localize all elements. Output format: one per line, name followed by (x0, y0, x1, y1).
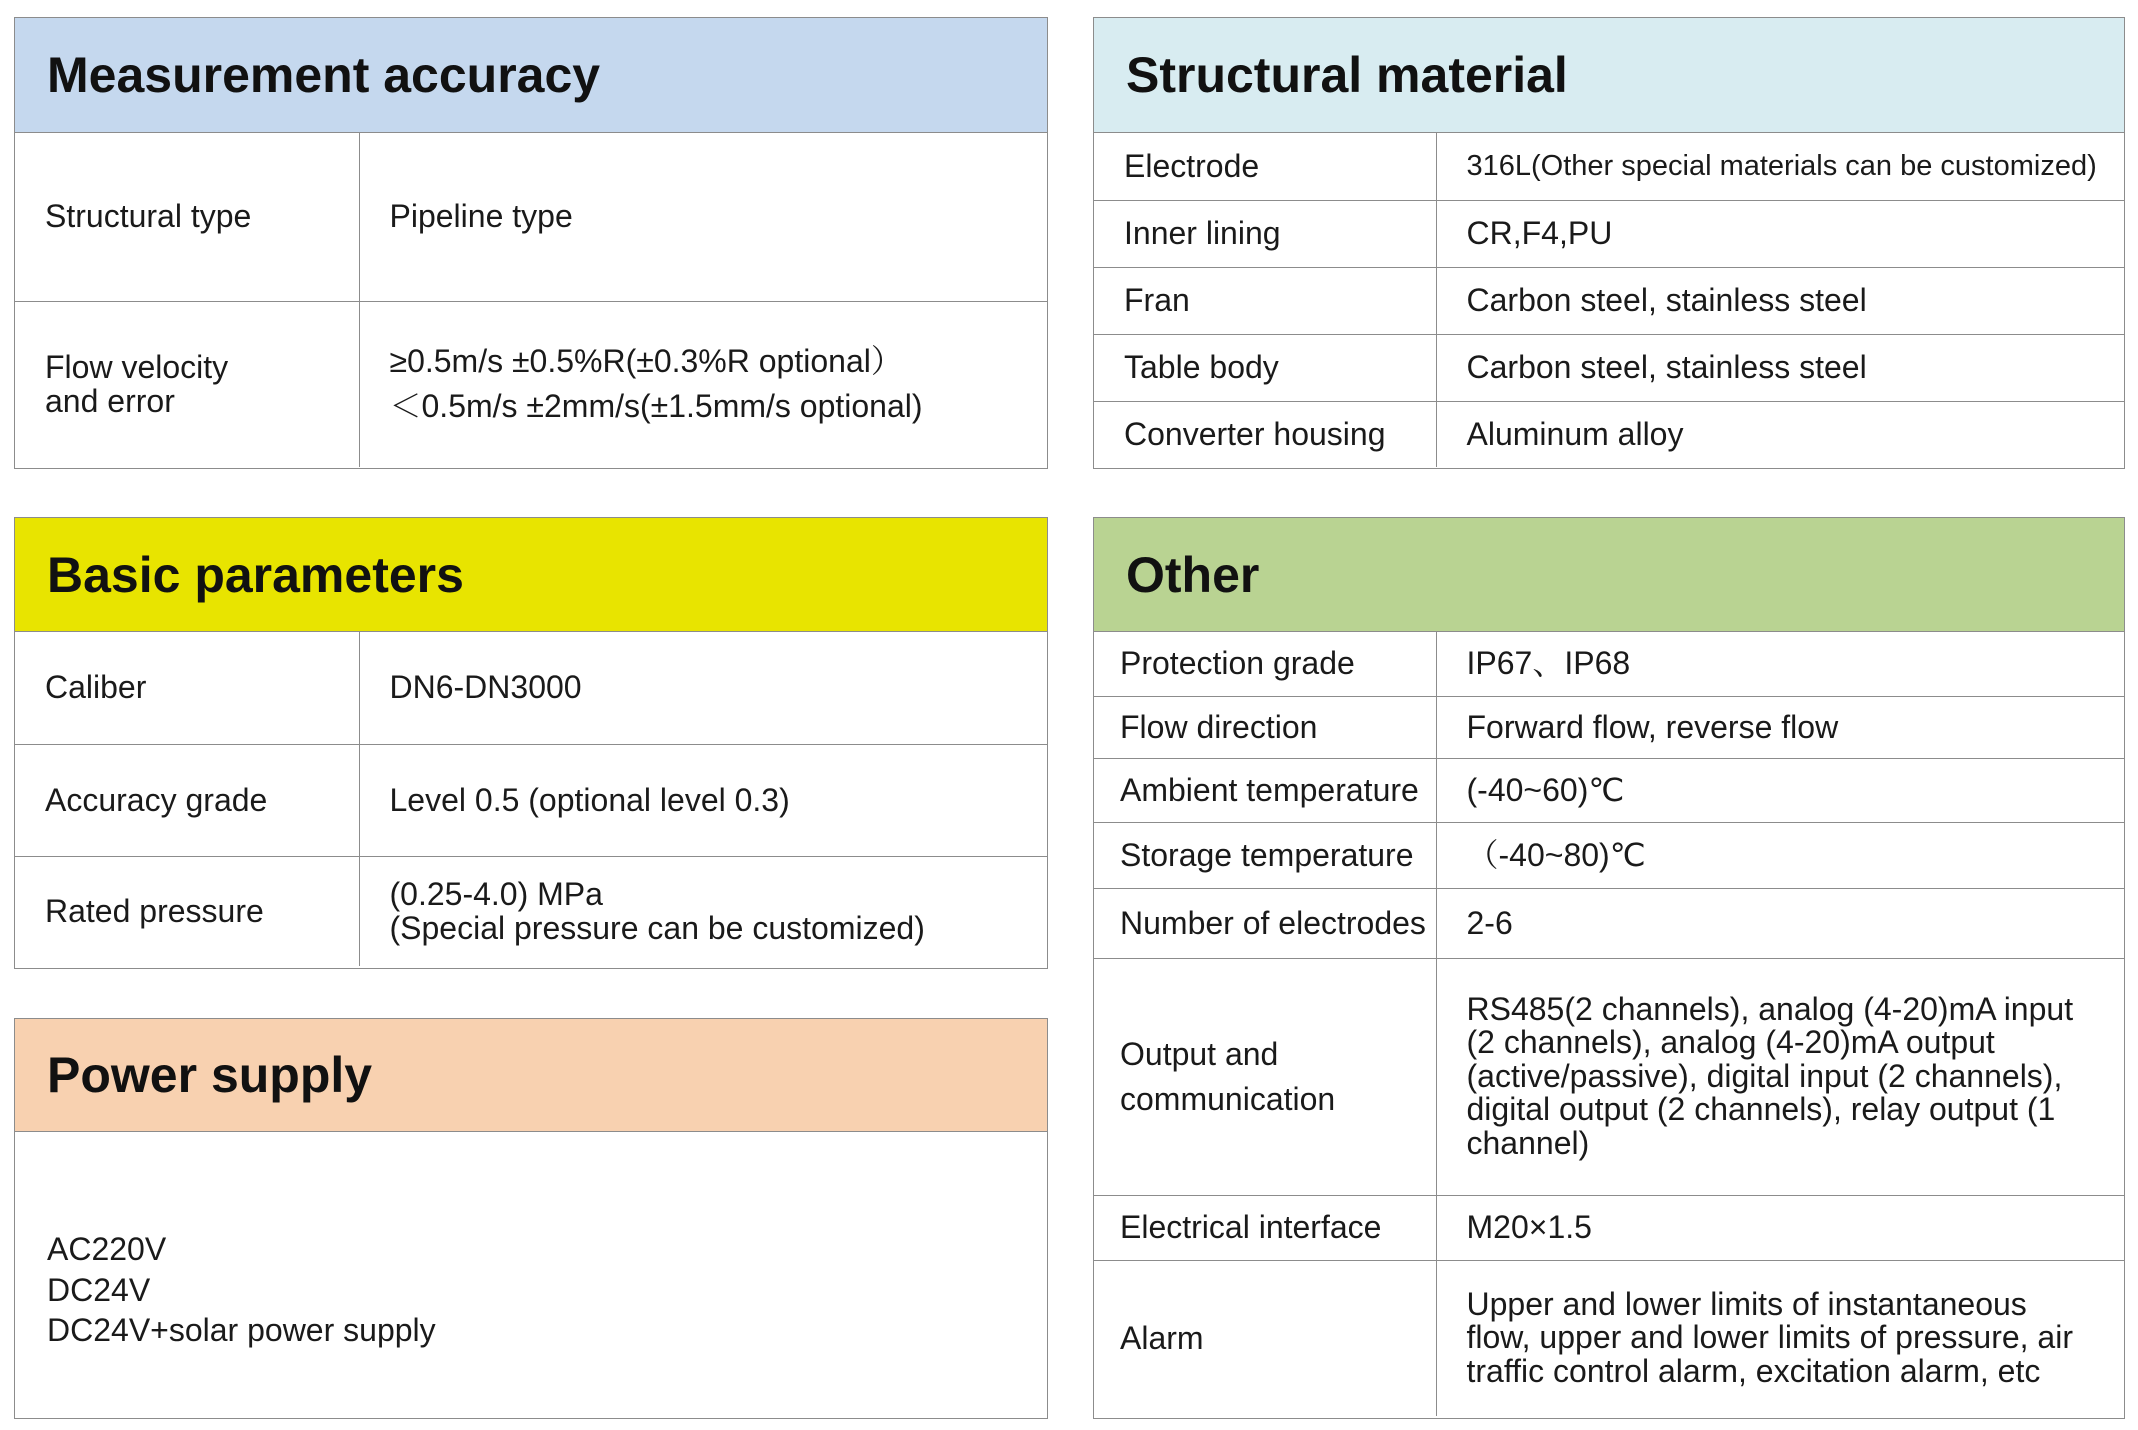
row-value (1436, 1260, 2124, 1416)
other-header (1094, 518, 2124, 632)
row-value (359, 133, 1047, 301)
value-line: 2-6 (1466, 904, 1513, 941)
section-title: Power supply (47, 1047, 373, 1103)
row-key: Flow direction (1094, 696, 1436, 758)
structural-material-header (1094, 18, 2124, 133)
table-row (1094, 758, 2124, 822)
power-supply-header (15, 1019, 1047, 1132)
row-value: Carbon steel, stainless steel (1436, 334, 2124, 401)
value-line: (-40~60)℃ (1466, 771, 1625, 808)
value-line: Upper and lower limits of instantaneous (1466, 1285, 2027, 1322)
value-line: flow, upper and lower limits of pressure, air (1466, 1319, 2073, 1356)
value-line: (active/passive), digital input (2 channels), (1466, 1057, 2063, 1094)
value-line: （-40~80)℃ (1466, 836, 1646, 873)
row-value (1436, 758, 2124, 822)
row-value (1436, 822, 2124, 888)
table-row (15, 744, 1047, 856)
table-row (1094, 401, 2124, 467)
measurement-table (15, 133, 1047, 467)
value-line: ≥0.5m/s ±0.5%R(±0.3%R optional） (389, 343, 903, 380)
value-line: Forward flow, reverse flow (1466, 708, 1839, 745)
row-value (359, 632, 1047, 744)
table-row (1094, 334, 2124, 401)
row-key: Alarm (1094, 1260, 1436, 1416)
row-key (1094, 958, 1436, 1195)
power-supply-panel (14, 1018, 1048, 1419)
row-key: Protection grade (1094, 632, 1436, 696)
table-row (1094, 958, 2124, 1195)
value-line: Pipeline type (389, 198, 573, 235)
row-value (359, 856, 1047, 966)
value-line: RS485(2 channels), analog (4-20)mA input (1466, 990, 2074, 1027)
row-key: Electrical interface (1094, 1195, 1436, 1260)
value-line: channel) (1466, 1124, 1590, 1161)
row-key: Converter housing (1094, 401, 1436, 467)
value-line: Level 0.5 (optional level 0.3) (389, 781, 790, 818)
value-line: IP67、IP68 (1466, 645, 1631, 682)
table-row (1094, 133, 2124, 200)
table-row (15, 301, 1047, 467)
row-value: CR,F4,PU (1436, 200, 2124, 267)
power-line: DC24V+solar power supply (47, 1312, 436, 1349)
row-key (15, 301, 359, 467)
structural-material-panel (1093, 17, 2125, 469)
row-key: Fran (1094, 267, 1436, 334)
basic-parameters-panel (14, 517, 1048, 969)
row-value: 316L(Other special materials can be customized) (1466, 149, 2097, 182)
table-row (1094, 267, 2124, 334)
row-key: Inner lining (1094, 200, 1436, 267)
section-title: Structural material (1126, 47, 1568, 103)
table-row (15, 133, 1047, 301)
value-line: (2 channels), analog (4-20)mA output (1466, 1024, 1995, 1061)
row-value: Aluminum alloy (1436, 401, 2124, 467)
row-key: Rated pressure (15, 856, 359, 966)
row-value (359, 744, 1047, 856)
section-title: Measurement accuracy (47, 47, 601, 103)
row-value (1436, 888, 2124, 958)
value-line: (Special pressure can be customized) (389, 910, 925, 947)
measurement-accuracy-header (15, 18, 1047, 133)
row-value (1436, 696, 2124, 758)
value-line: ＜0.5m/s ±2mm/s(±1.5mm/s optional) (389, 388, 923, 425)
key-line: and error (45, 383, 175, 420)
row-key: Electrode (1094, 133, 1436, 200)
table-row (1094, 822, 2124, 888)
row-value: Carbon steel, stainless steel (1436, 267, 2124, 334)
structural-material-table (1094, 133, 2124, 467)
key-line: Flow velocity (45, 348, 229, 385)
row-key: Number of electrodes (1094, 888, 1436, 958)
value-line: digital output (2 channels), relay output (1 (1466, 1091, 2056, 1128)
other-panel (1093, 517, 2125, 1419)
value-line: (0.25-4.0) MPa (389, 875, 603, 912)
value-line: DN6-DN3000 (389, 669, 582, 706)
row-key: Accuracy grade (15, 744, 359, 856)
table-row (1094, 888, 2124, 958)
row-key: Structural type (15, 133, 359, 301)
other-table (1094, 632, 2124, 1416)
row-key: Table body (1094, 334, 1436, 401)
row-value (1436, 632, 2124, 696)
table-row (15, 856, 1047, 966)
value-line: traffic control alarm, excitation alarm, etc (1466, 1353, 2041, 1390)
power-supply-body (15, 1132, 1047, 1418)
row-value (1436, 958, 2124, 1195)
row-key: Caliber (15, 632, 359, 744)
table-row (15, 632, 1047, 744)
table-row (1094, 1195, 2124, 1260)
basic-parameters-table (15, 632, 1047, 966)
row-key: Storage temperature (1094, 822, 1436, 888)
row-value (359, 301, 1047, 467)
value-line: M20×1.5 (1466, 1209, 1592, 1246)
power-line: AC220V (47, 1231, 167, 1268)
key-line: communication (1120, 1080, 1336, 1117)
section-title: Other (1126, 546, 1260, 603)
basic-parameters-header (15, 518, 1047, 632)
measurement-accuracy-panel (14, 17, 1048, 469)
section-title: Basic parameters (47, 546, 464, 603)
table-row (1094, 1260, 2124, 1416)
key-line: Output and (1120, 1035, 1279, 1072)
power-line: DC24V (47, 1271, 151, 1308)
row-key: Ambient temperature (1094, 758, 1436, 822)
row-value (1436, 1195, 2124, 1260)
table-row (1094, 696, 2124, 758)
table-row (1094, 200, 2124, 267)
table-row (1094, 632, 2124, 696)
